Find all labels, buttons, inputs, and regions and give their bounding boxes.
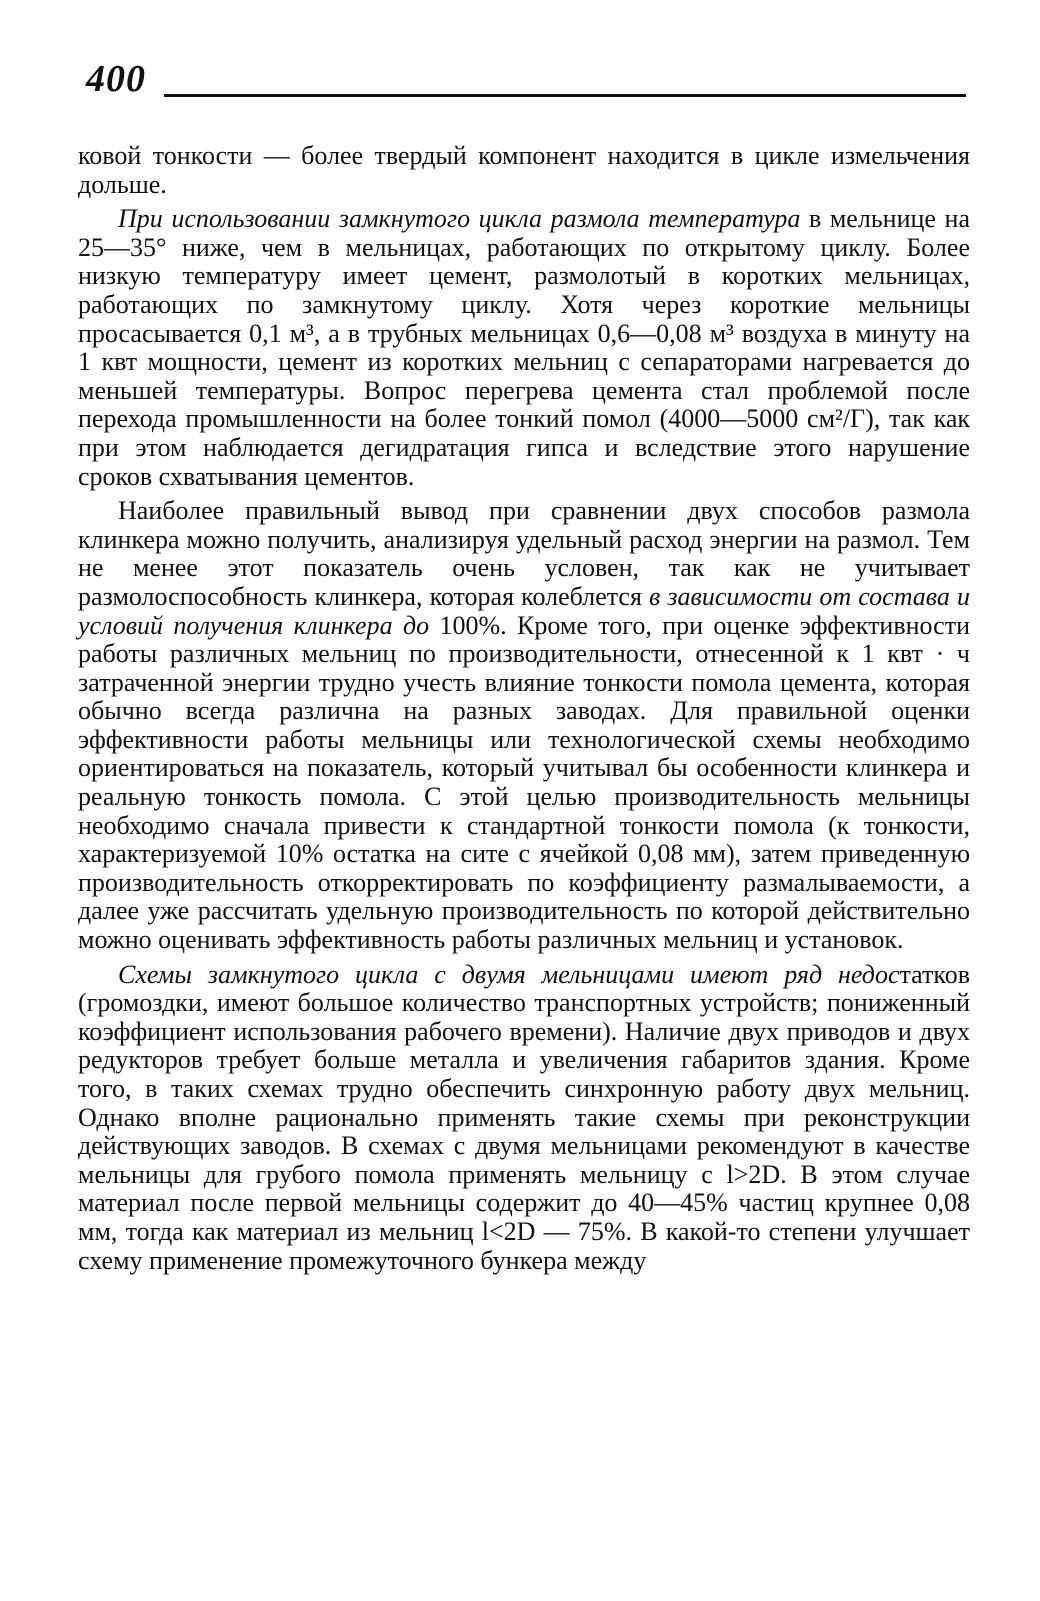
paragraph-1: [78, 142, 970, 199]
paragraph-4-text: татков (громоздки, имеют большое количество транспортных устройств; пониженный коэффициент использования рабочего времени). Наличие двух приводов и двух редукторов требует больше металла и увеличения габаритов здания. Кроме того, в таких схемах трудно обеспечить синхронную работу двух мельниц. Однако вполне рационально применять такие схемы при реконструкции действующих заводов. В схемах с двумя мельницами рекомендуют в качестве мельницы для грубого помола применять мельницу с l>2D. В этом случае материал после первой мельницы содержит до 40—45% частиц крупнее 0,08 мм, тогда как материал из мельниц l<2D — 75%. В какой-то степени улучшает схему применение промежуточного бункера между: [78, 959, 970, 1275]
paragraph-2-text: в мельнице на 25—35° ниже, чем в мельницах, работающих по открытому циклу. Более низкую температуру имеет цемент, размолотый в коротких мельницах, работающих по замкнутому циклу. Хотя через короткие мельницы просасывается 0,1 м³, а в трубных мельницах 0,6—0,08 м³ воздуха в минуту на 1 квт мощности, цемент из коротких мельниц с сепараторами нагревается до меньшей температуры. Вопрос перегрева цемента стал проблемой после перехода промышленности на более тонкий помол (4000—5000 см²/Г), так как при этом наблюдается дегидратация гипса и вследствие этого нарушение сроков схватывания цементов.: [78, 204, 971, 491]
paragraph-3-text-a: Наиболее правильный вывод при сравнении двух способов размола клинкера можно получить, анализируя удельный расход энергии на размол. Тем не менее этот показатель очень условен, так как не учитывает размолоспособность клинкера, которая колеблется: [78, 496, 970, 611]
paragraph-3-italic: в зависимости от состава и условий получения клинкера до: [78, 581, 970, 640]
paragraph-2: [78, 205, 970, 491]
paragraph-3: [78, 497, 970, 955]
paragraph-4: [78, 961, 970, 1276]
page-header: [86, 56, 966, 104]
paragraph-1-text: ковой тонкости — более твердый компонент находится в цикле измельчения дольше.: [78, 141, 970, 199]
paragraph-4-italic-lead: Схемы замкнутого цикла с двумя мельницами имеют ряд недос: [118, 959, 900, 989]
body-text: [78, 142, 970, 1275]
paragraph-3-text-b: 100%. Кроме того, при оценке эффективности работы различных мельниц по производительности, отнесенной к 1 квт · ч затраченной энергии трудно учесть влияние тонкости помола цемента, которая обычно всегда различна на разных заводах. Для правильной оценки эффективности работы мельницы или технологической схемы необходимо ориентироваться на показатель, который учитывал бы особенности клинкера и реальную тонкость помола. С этой целью производительность мельницы необходимо сначала привести к стандартной тонкости помола (к тонкости, характеризуемой 10% остатка на сите с ячейкой 0,08 мм), затем приведенную производительность откорректировать по коэффициенту размалываемости, а далее уже рассчитать удельную производительность по которой действительно можно оценивать эффективность работы различных мельниц и установок.: [78, 610, 970, 955]
header-rule: [164, 94, 966, 97]
paragraph-2-italic-lead: При использовании замкнутого цикла размола температура: [118, 204, 801, 234]
page-number: 400: [86, 58, 146, 100]
